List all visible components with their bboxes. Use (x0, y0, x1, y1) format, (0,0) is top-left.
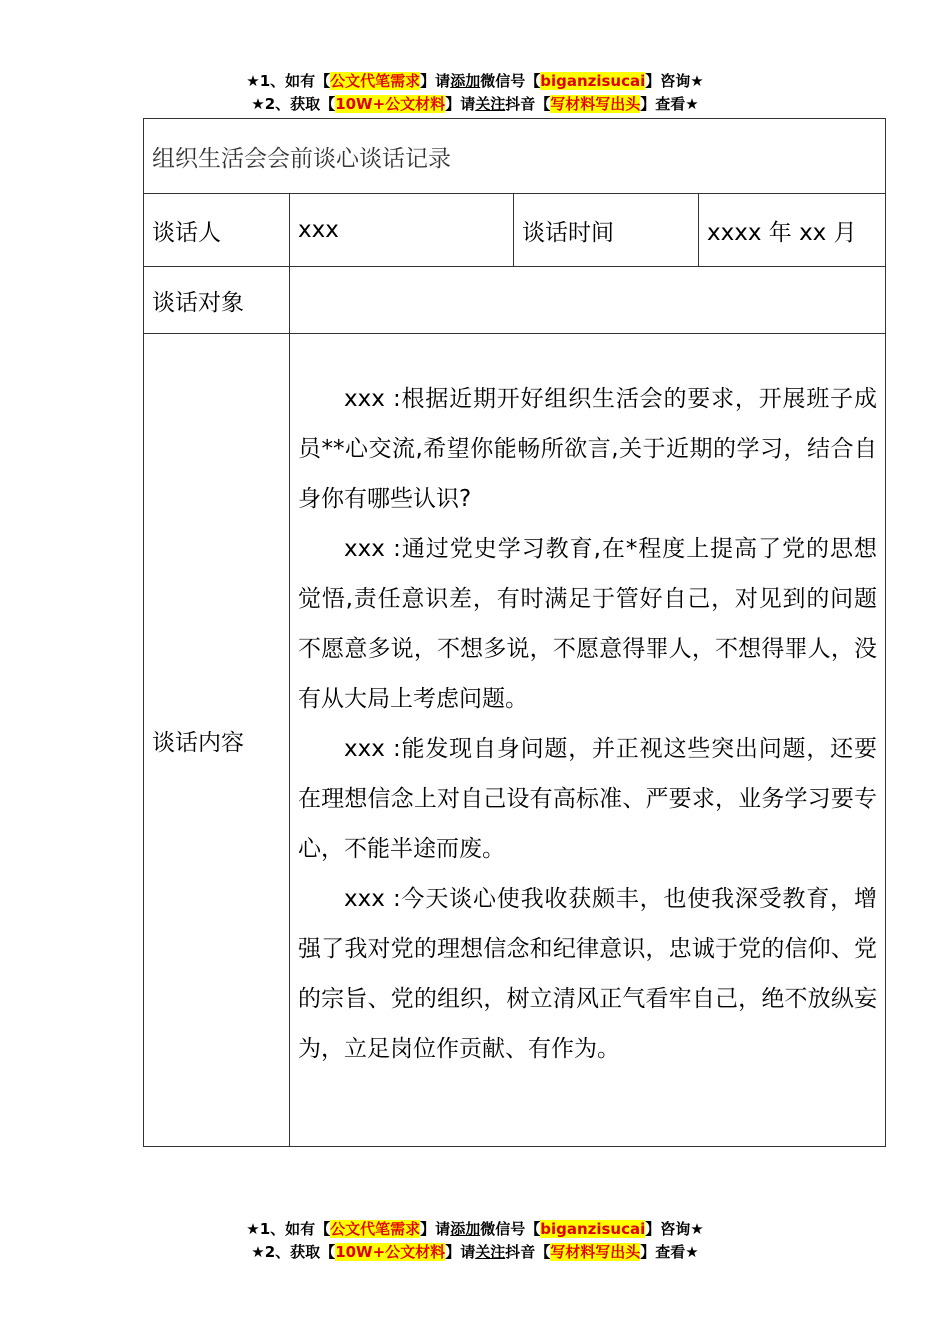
banner-underline: 关注 (475, 1243, 506, 1261)
banner-text: ★1、如有【 (246, 72, 331, 90)
content-paragraph: xxx :能发现自身问题，并正视这些突出问题，还要在理想信念上对自己设有高标准、严要求，业务学习要专心，不能半途而废。 (298, 736, 877, 862)
target-value (290, 267, 886, 334)
banner-highlight: 写材料写出头 (550, 1243, 641, 1261)
speaker-label: 谈话人 (144, 194, 290, 267)
target-label: 谈话对象 (144, 267, 290, 334)
talk-record-table (143, 118, 886, 1147)
banner-text: 抖音【 (505, 1243, 551, 1261)
banner-text: 微信号【 (480, 1220, 541, 1238)
banner-line-2 (0, 93, 950, 116)
banner-text: 抖音【 (505, 95, 551, 113)
banner-text: 】请 (445, 95, 476, 113)
banner-line-1 (0, 1218, 950, 1241)
banner-text: 】请 (445, 1243, 476, 1261)
banner-highlight: 10W+公文材料 (335, 95, 446, 113)
banner-text: 】查看★ (640, 1243, 699, 1261)
banner-line-2 (0, 1241, 950, 1264)
banner-text: 】请 (420, 1220, 451, 1238)
banner-highlight: 10W+公文材料 (335, 1243, 446, 1261)
banner-highlight: biganzisucai (540, 72, 646, 90)
banner-line-1 (0, 70, 950, 93)
banner-highlight: 公文代笔需求 (330, 72, 421, 90)
time-label: 谈话时间 (514, 194, 699, 267)
banner-text: 微信号【 (480, 72, 541, 90)
banner-highlight: 公文代笔需求 (330, 1220, 421, 1238)
content-label: 谈话内容 (144, 334, 290, 1147)
time-value: xxxx 年 xx 月 (699, 194, 886, 267)
banner-text: 】咨询★ (645, 1220, 704, 1238)
banner-text: 】咨询★ (645, 72, 704, 90)
banner-underline: 添加 (450, 72, 481, 90)
banner-highlight: biganzisucai (540, 1220, 646, 1238)
banner-underline: 关注 (475, 95, 506, 113)
content-paragraph: xxx :今天谈心使我收获颇丰，也使我深受教育，增强了我对党的理想信念和纪律意识，忠诚于党的信仰、党的宗旨、党的组织，树立清风正气看牢自己，绝不放纵妄为，立足岗位作贡献、有作为。 (298, 886, 877, 1062)
record-title: 组织生活会会前谈心谈话记录 (144, 119, 886, 194)
banner-text: ★2、获取【 (251, 1243, 336, 1261)
banner-text: ★2、获取【 (251, 95, 336, 113)
content-body (290, 334, 886, 1147)
banner-text: 】请 (420, 72, 451, 90)
speaker-value: xxx (290, 194, 514, 267)
footer-banner (0, 1218, 950, 1264)
banner-highlight: 写材料写出头 (550, 95, 641, 113)
content-paragraph: xxx :通过党史学习教育,在*程度上提高了党的思想觉悟,责任意识差，有时满足于管好自己，对见到的问题不愿意多说，不想多说，不愿意得罪人，不想得罪人，没有从大局上考虑问题。 (298, 536, 877, 712)
banner-text: 】查看★ (640, 95, 699, 113)
header-banner (0, 70, 950, 116)
content-paragraph: xxx :根据近期开好组织生活会的要求，开展班子成员**心交流,希望你能畅所欲言,关于近期的学习，结合自身你有哪些认识? (298, 386, 877, 512)
banner-underline: 添加 (450, 1220, 481, 1238)
banner-text: ★1、如有【 (246, 1220, 331, 1238)
